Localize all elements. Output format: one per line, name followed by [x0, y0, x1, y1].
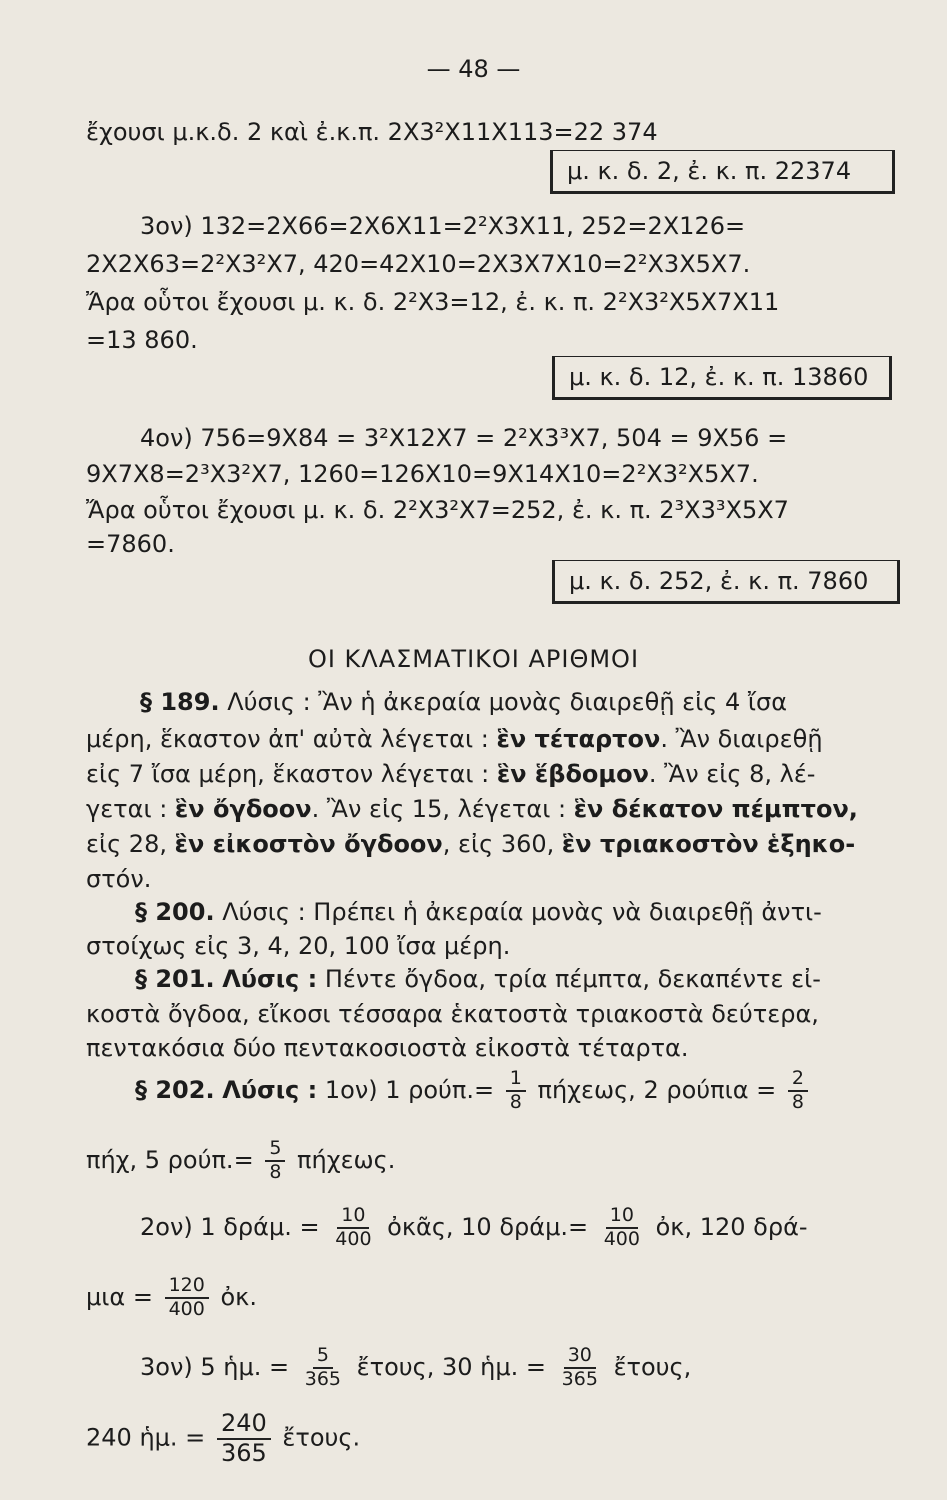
section-heading: ΟΙ ΚΛΑΣΜΑΤΙΚΟΙ ΑΡΙΘΜΟΙ	[307, 645, 640, 673]
section-number: § 201.	[135, 965, 215, 993]
text-line: 4ον) 756=9Χ84 = 3²Χ12Χ7 = 2²Χ3³Χ7, 504 = 9Χ56 =	[140, 424, 788, 452]
text-line: 9Χ7Χ8=2³Χ3²Χ7, 1260=126Χ10=9Χ14Χ10=2²Χ3²Χ5Χ7.	[86, 460, 759, 488]
fraction: $\frac{5}{365}$	[304, 1344, 342, 1390]
text-line: =7860.	[86, 530, 175, 558]
text-line: Ἄρα οὗτοι ἔχουσι μ. κ. δ. 2²Χ3=12, ἐ. κ. π. 2²Χ3²Χ5Χ7Χ11	[86, 288, 780, 316]
fraction: $\frac{1}{8}$	[506, 1068, 526, 1114]
text-line: Ἄρα οὗτοι ἔχουσι μ. κ. δ. 2²Χ3²Χ7=252, ἐ. κ. π. 2³Χ3³Χ5Χ7	[86, 496, 789, 524]
paragraph-189-line5: εἰς 28, ἓν εἰκοστὸν ὄγδοον, εἰς 360, ἓν τριακοστὸν ἑξηκο-	[86, 830, 856, 858]
paragraph-189-line3: εἰς 7 ἴσα μέρη, ἕκαστον λέγεται : ἓν ἕβδομον. Ἂν εἰς 8, λέ-	[86, 760, 816, 788]
fraction: $\frac{10}{400}$	[335, 1204, 372, 1250]
fraction: $\frac{10}{400}$	[603, 1204, 640, 1250]
paragraph-202-line6: 240 ἡμ. = $\frac{240}{365}$ ἔτους.	[86, 1409, 361, 1467]
section-number: § 189.	[140, 688, 220, 716]
page-number: — 48 —	[426, 55, 521, 83]
paragraph-189-line4: γεται : ἓν ὄγδοον. Ἂν εἰς 15, λέγεται : ἓν δέκατον πέμπτον,	[86, 795, 858, 823]
result-box: μ. κ. δ. 2, ἐ. κ. π. 22374	[550, 150, 895, 194]
paragraph-202-line3: 2ον) 1 δράμ. = $\frac{10}{400}$ ὀκᾶς, 10 δράμ.= $\frac{10}{400}$ ὀκ, 120 δρά-	[140, 1204, 808, 1250]
result-box: μ. κ. δ. 252, ἐ. κ. π. 7860	[552, 560, 900, 604]
text-line: 2Χ2Χ63=2²Χ3²Χ7, 420=42Χ10=2Χ3Χ7Χ10=2²Χ3Χ5Χ7.	[86, 250, 751, 278]
text-line: 3ον) 132=2Χ66=2Χ6Χ11=2²Χ3Χ11, 252=2Χ126=	[140, 212, 746, 240]
paragraph-202-line5: 3ον) 5 ἡμ. = $\frac{5}{365}$ ἔτους, 30 ἡμ. = $\frac{30}{365}$ ἔτους,	[140, 1344, 692, 1390]
fraction: $\frac{30}{365}$	[561, 1344, 598, 1390]
fraction: $\frac{2}{8}$	[788, 1068, 808, 1114]
paragraph-201-line1: § 201. Λύσις : Πέντε ὄγδοα, τρία πέμπτα, δεκαπέντε εἰ-	[135, 965, 821, 993]
paragraph-189-line1: § 189. Λύσις : Ἂν ἡ ἀκεραία μονὰς διαιρεθῇ εἰς 4 ἴσα	[140, 688, 788, 716]
text-line: =13 860.	[86, 326, 198, 354]
paragraph-202-line1: § 202. Λύσις : 1ον) 1 ρούπ.= $\frac{1}{8}$ πήχεως, 2 ρούπια = $\frac{2}{8}$	[135, 1068, 812, 1114]
paragraph-202-line4: μια = $\frac{120}{400}$ ὀκ.	[86, 1274, 257, 1320]
paragraph-189-line6: στόν.	[86, 865, 152, 893]
paragraph-189-line2: μέρη, ἕκαστον ἀπ' αὐτὰ λέγεται : ἓν τέταρτον. Ἂν διαιρεθῇ	[86, 725, 823, 753]
fraction: $\frac{240}{365}$	[217, 1410, 271, 1467]
paragraph-201-line2: κοστὰ ὄγδοα, εἴκοσι τέσσαρα ἑκατοστὰ τριακοστὰ δεύτερα,	[86, 1000, 819, 1028]
section-number: § 202.	[135, 1075, 215, 1104]
paragraph-200-line1: § 200. Λύσις : Πρέπει ἡ ἀκεραία μονὰς νὰ διαιρεθῇ ἀντι-	[135, 898, 822, 926]
fraction: $\frac{5}{8}$	[265, 1138, 285, 1184]
text-line: ἔχουσι μ.κ.δ. 2 καὶ ἐ.κ.π. 2Χ3²Χ11Χ113=22 374	[86, 118, 658, 146]
fraction: $\frac{120}{400}$	[165, 1275, 209, 1321]
paragraph-201-line3: πεντακόσια δύο πεντακοσιοστὰ εἰκοστὰ τέταρτα.	[86, 1034, 689, 1062]
section-number: § 200.	[135, 898, 215, 926]
result-box: μ. κ. δ. 12, ἐ. κ. π. 13860	[552, 356, 892, 400]
paragraph-202-line2: πήχ, 5 ρούπ.= $\frac{5}{8}$ πήχεως.	[86, 1137, 396, 1183]
paragraph-200-line2: στοίχως εἰς 3, 4, 20, 100 ἴσα μέρη.	[86, 932, 511, 960]
